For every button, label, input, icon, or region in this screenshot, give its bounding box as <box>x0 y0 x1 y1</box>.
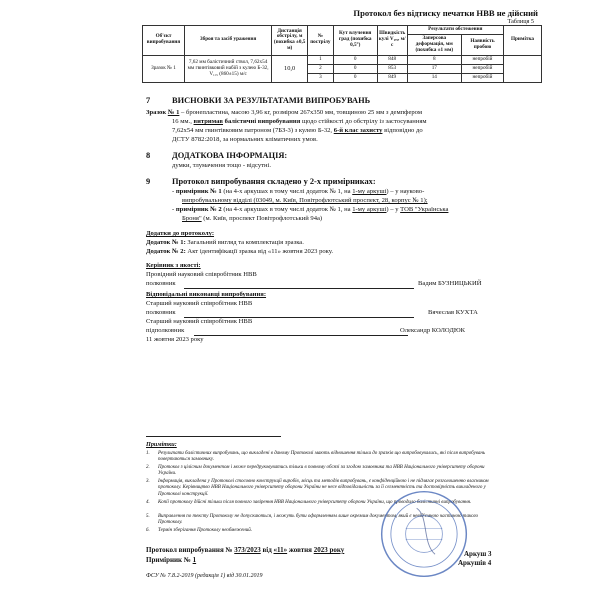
section-9-heading <box>146 177 376 186</box>
notes-divider <box>146 436 281 437</box>
official-stamp <box>378 488 470 580</box>
cell-shot: 3 <box>308 73 334 82</box>
signature-date: 11 жовтня 2023 року <box>146 336 204 343</box>
cell-penetration: непробій <box>461 55 503 64</box>
signature-line <box>184 288 414 289</box>
cell-object: Зразок № 1 <box>143 55 185 82</box>
conclusion-line-4: ДСТУ 8782:2018, за нормальних кліматичних умов. <box>172 136 318 143</box>
conclusion-line-3: 7,62х54 мм гвинтівковим патроном (7БЗ-3) з кулею Б-32, 6-й клас захисту відповідно до <box>172 127 423 134</box>
signer-name: Вячеслав КУХТА <box>428 309 478 316</box>
sheet-count: Аркушів 4 <box>458 559 492 567</box>
table-number: Таблиця 5 <box>507 18 534 25</box>
th-notes: Примітка <box>503 26 541 56</box>
sample-number: № 1 <box>167 109 180 116</box>
cell-speed: 848 <box>377 55 407 64</box>
signer-rank: полковник <box>146 280 176 287</box>
th-weapon: Зброя та засіб ураження <box>185 26 272 56</box>
cell-penetration: непробій <box>461 73 503 82</box>
additional-info: думки, тлумачення тощо - відсутні. <box>172 162 272 169</box>
th-shot: № пострілу <box>308 26 334 56</box>
signer-rank: підполковник <box>146 327 185 334</box>
addendum-1: Додаток № 1: Загальний вигляд та комплектація зразка. <box>146 239 304 246</box>
conclusion-line-1: Зразок № 1 – бронепластина, масою 3,96 кг, розміром 267х350 мм, товщиною 25 мм з демпфером <box>146 109 423 116</box>
signer-position: Старший науковий співробітник НВВ <box>146 300 253 307</box>
signer-name: Олександр КОЛОДЮК <box>400 327 466 334</box>
cell-penetration: непробій <box>461 64 503 73</box>
section-title: Протокол випробування складено у 2-х примірниках: <box>172 177 376 186</box>
signer-position: Старший науковий співробітник НВВ <box>146 318 253 325</box>
executors-title: Відповідальні виконавці випробування: <box>146 291 267 298</box>
copy-2-line-2: Броня" (м. Київ, проспект Повітрофлотський 94а) <box>182 215 323 222</box>
copy-2-line-1: - примірник № 2 (на 4-х аркушах в тому числі додаток № 1, на 1-му аркуші) – у ТОВ "Українська <box>172 206 449 213</box>
th-angle: Кут влучення град (похибка 0,5°) <box>333 26 377 56</box>
cell-deform: 14 <box>407 73 461 82</box>
cell-angle: 0 <box>333 55 377 64</box>
section-7-heading <box>146 96 370 105</box>
conclusion-line-2: 16 мм., витримав балістичні випробування щодо стійкості до обстрілу із застосуванням <box>172 118 427 125</box>
copy-1-line-2: випробувальному відділі (03049, м. Київ, Повітрофлотський проспект, 28, корпус № 1); <box>182 197 428 204</box>
cell-deform: 17 <box>407 64 461 73</box>
signature-line <box>194 335 408 336</box>
cell-distance: 10,0 <box>272 55 308 82</box>
section-title: ВИСНОВКИ ЗА РЕЗУЛЬТАТАМИ ВИПРОБУВАНЬ <box>172 96 371 105</box>
form-code: ФСУ № 7.8.2-2019 (редакція 1) від 30.01.2019 <box>146 573 263 579</box>
th-deform: Заперсова деформація, мм (похибка ±1 мм) <box>407 34 461 55</box>
protection-class: 6-й клас захисту <box>333 127 383 134</box>
signer-name: Вадим БУЗНИЦЬКИЙ <box>418 280 482 287</box>
addendum-2: Додаток № 2: Акт ідентифікації зразка від «11» жовтня 2023 року. <box>146 248 334 255</box>
protocol-reference: Протокол випробування № 373/2023 від «11» жовтня 2023 року <box>146 546 345 554</box>
signer-position: Провідний науковий співробітник НВВ <box>146 271 257 278</box>
cell-angle: 0 <box>333 73 377 82</box>
th-penetration: Наявність пробою <box>461 34 503 55</box>
addenda-title: Додатки до протоколу: <box>146 230 215 237</box>
document-page: Протокол без відтиску печатки НВВ не дійсний Таблиця 5 Об'єкт випробування Зброя та засіб ураження Дистанція обстрілу, м (похибка ±0,5 м) № пострілу Кут влучення град (похибка 0,5°) Швидкість кулі V₁,₅, м/с Результати обстеження Примітка Заперсова деформація, мм (похибка ±1 мм) Наявність пробою Зразок № 1 7,62 мм балістичний ствол, 7,62х54 мм гвинтівковий набій з кулею Б-32, V₁,₅ (860±15) м/с 10,0 1 0 848 8 непробій 2 0 853 17 непробій 3 0 849 14 непробій 7 ВИСНОВКИ ЗА РЕЗУЛЬТАТАМИ ВИПРОБУВАНЬ Зразок № 1 – бронепластина, масою 3,96 кг, розміром 267х350 мм, товщиною 25 мм з демпфером 16 мм., витримав балістичні випробування щодо стійкості до обстрілу із застосуванням 7,62х54 мм гвинтівковим патроном (7БЗ-3) з кулею Б-32, 6-й клас захисту відповідно до ДСТУ 8782:2018, за нормальних кліматичних умов. 8 ДОДАТКОВА ІНФОРМАЦІЯ: думки, тлумачення тощо - відсутні. 9 Протокол випробування складено у 2-х примірниках: - примірник № 1 (на 4-х аркушах в тому числі додаток № 1, на 1-му аркуші) – у науково- випробувальному відділі (03049, м. Київ, Повітрофлотський проспект, 28, корпус № 1); - примірник № 2 (на 4-х аркушах в тому числі додаток № 1, на 1-му аркуші) – у ТОВ "Українська Броня" (м. Київ, проспект Повітрофлотський 94а) Додатки до протоколу: Додаток № 1: Загальний вигляд та комплектація зразка. Додаток № 2: Акт ідентифікації зразка від «11» жовтня 2023 року. Керівник з якості: Провідний науковий співробітник НВВ полковник Вадим БУЗНИЦЬКИЙ Відповідальні виконавці випробування: Старший науковий співробітник НВВ полковник Вячеслав КУХТА Старший науковий співробітник НВВ підполковник Олександр КОЛОДЮК 11 жовтня 2023 року Примітки: 1. Результати балістичних випробувань, що викладені в даному Протоколі мають відношення тільки до зразків що випробовувались, які після випробувань повертаються замовнику. 2. Протокол з цілісним документом і може передруковуватись тільки в повному обсязі за згодою замовника та НВВ Національного університету оборони України. 3. Інформація, викладена у Протоколі стосовно конструкції виробів, місць та методів випробувань, є конфіденційною і не підлягає розголошенню власником протоколу. Керівництво НВВ Національного університету оборони України не несе відповідальність за її сегментність та достовірність викладеного у Протоколі конструкції. 4. Копії протоколу дійсні тільки після повного завірення НВВ Національного університету оборони України, що проводило балістичні випробування. 5. Виправлення по тексту Протоколу не допускаються, і можуть бути оформленням лише окремим документом, який є невід'ємною частиною такого Протоколу. 6. Термін зберігання Протоколу необмежений. Протокол випробування № 373/2023 від «11» жовтня 2023 року Примірник № 1 Аркуш 3 Аркушів 4 ФСУ № 7.8.2-2019 (редакція 1) від 30.01.2019 <box>0 0 600 600</box>
copy-number: Примірник № 1 <box>146 556 197 564</box>
cell-shot: 1 <box>308 55 334 64</box>
cell-speed: 853 <box>377 64 407 73</box>
quality-manager-title: Керівник з якості: <box>146 262 201 269</box>
th-distance: Дистанція обстрілу, м (похибка ±0,5 м) <box>272 26 308 56</box>
section-number: 7 <box>146 96 151 105</box>
th-speed: Швидкість кулі V₁,₅, м/с <box>377 26 407 56</box>
table-row <box>143 55 542 64</box>
cell-shot: 2 <box>308 64 334 73</box>
results-table <box>142 25 542 83</box>
cell-deform: 8 <box>407 55 461 64</box>
cell-angle: 0 <box>333 64 377 73</box>
th-group: Результати обстеження <box>407 26 503 35</box>
section-8-heading <box>146 151 287 160</box>
verdict: витримав <box>193 118 223 125</box>
cell-notes <box>503 55 541 82</box>
page-header: Протокол без відтиску печатки НВВ не дійсний <box>353 8 538 18</box>
sheet-number: Аркуш 3 <box>464 550 492 558</box>
cell-speed: 849 <box>377 73 407 82</box>
th-object: Об'єкт випробування <box>143 26 185 56</box>
copy-1-line-1: - примірник № 1 (на 4-х аркушах в тому числі додаток № 1, на 1-му аркуші) – у науково- <box>172 188 425 195</box>
notes-title: Примітки: <box>146 441 177 448</box>
section-number: 9 <box>146 177 151 186</box>
section-title: ДОДАТКОВА ІНФОРМАЦІЯ: <box>172 151 288 160</box>
signer-rank: полковник <box>146 309 176 316</box>
cell-weapon: 7,62 мм балістичний ствол, 7,62х54 мм гвинтівковий набій з кулею Б-32, V₁,₅ (860±15) м/с <box>185 55 272 82</box>
section-number: 8 <box>146 151 151 160</box>
